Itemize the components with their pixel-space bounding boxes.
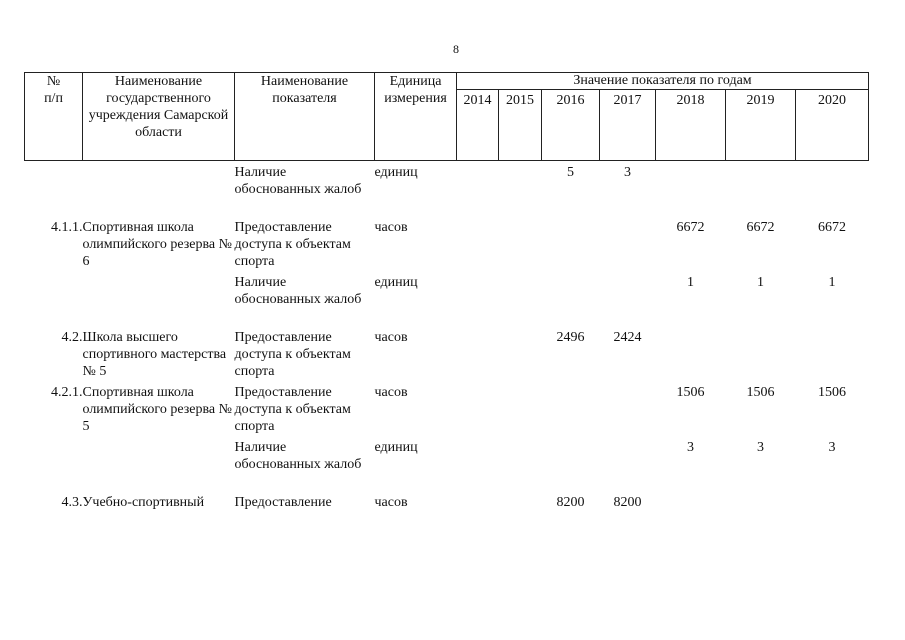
year-value-cell (542, 216, 600, 271)
year-value-cell (726, 491, 796, 524)
year-value-cell (796, 491, 869, 524)
row-number: 4.1.1. (51, 220, 83, 235)
col-header-organization: Наименование государственного учреждения Самарской области (83, 73, 235, 161)
unit-name: часов (374, 220, 408, 235)
unit-name: часов (374, 330, 408, 345)
indicator-name: Наличие обоснованных жалоб (234, 165, 362, 197)
year-value-cell (499, 381, 542, 436)
col-header-year: 2016 (542, 90, 600, 161)
col-header-year: 2019 (726, 90, 796, 161)
year-value-cell (457, 161, 499, 217)
year-value-cell (542, 436, 600, 491)
year-value-cell (726, 326, 796, 381)
indicator-name: Наличие обоснованных жалоб (234, 275, 362, 307)
year-value-cell (542, 381, 600, 436)
year-value-cell (542, 271, 600, 326)
table-row (25, 381, 869, 436)
year-value-cell (656, 491, 726, 524)
col-header-year: 2020 (796, 90, 869, 161)
indicator-name: Предоставление доступа к объектам спорта (234, 220, 351, 269)
year-value-cell (457, 326, 499, 381)
organization-name: Школа высшего спортивного мастерства № 5 (82, 330, 227, 379)
year-value-cell: 1506 (818, 385, 847, 400)
year-value-cell (457, 216, 499, 271)
table-row (25, 491, 869, 524)
year-value-cell (499, 161, 542, 217)
row-number: 4.3. (61, 495, 83, 510)
unit-name: единиц (374, 165, 418, 180)
year-value-cell: 6672 (818, 220, 847, 235)
year-value-cell: 2424 (613, 330, 642, 345)
year-value-cell: 1 (757, 275, 764, 290)
indicator-name: Предоставление доступа к объектам спорта (234, 330, 351, 379)
year-value-cell: 8200 (613, 495, 642, 510)
year-value-cell (600, 271, 656, 326)
table-row (25, 161, 869, 217)
year-value-cell: 3 (624, 165, 631, 180)
indicator-table (24, 72, 869, 524)
year-value-cell: 1506 (676, 385, 705, 400)
col-header-year: 2014 (457, 90, 499, 161)
year-value-cell (600, 216, 656, 271)
col-header-unit: Единица измерения (375, 73, 457, 161)
col-header-number: № п/п (25, 73, 83, 161)
year-value-cell: 1 (687, 275, 694, 290)
year-value-cell: 5 (567, 165, 574, 180)
year-value-cell (499, 216, 542, 271)
year-value-cell (499, 491, 542, 524)
year-value-cell (656, 326, 726, 381)
year-value-cell (457, 271, 499, 326)
organization-name (83, 161, 235, 217)
col-header-year: 2015 (499, 90, 542, 161)
unit-name: единиц (374, 440, 418, 455)
indicator-name: Предоставление доступа к объектам спорта (234, 385, 351, 434)
organization-name (83, 436, 235, 491)
year-value-cell (600, 436, 656, 491)
col-header-year: 2017 (600, 90, 656, 161)
indicator-name: Наличие обоснованных жалоб (234, 440, 362, 472)
year-value-cell: 8200 (556, 495, 585, 510)
table-row (25, 436, 869, 491)
year-value-cell (796, 161, 869, 217)
year-value-cell: 6672 (676, 220, 705, 235)
organization-name: Спортивная школа олимпийского резерва № 5 (82, 385, 232, 434)
year-value-cell (457, 381, 499, 436)
year-value-cell (656, 161, 726, 217)
col-header-indicator: Наименование показателя (235, 73, 375, 161)
year-value-cell: 3 (828, 440, 836, 455)
col-header-years-title: Значение показателя по годам (457, 73, 869, 90)
year-value-cell: 3 (757, 440, 764, 455)
row-number (25, 436, 83, 491)
table-body (25, 161, 869, 525)
year-value-cell: 6672 (746, 220, 775, 235)
unit-name: часов (374, 385, 408, 400)
year-value-cell (796, 326, 869, 381)
page-number: 8 (453, 42, 459, 56)
indicator-name: Предоставление (234, 495, 332, 510)
unit-name: часов (374, 495, 408, 510)
year-value-cell: 1506 (746, 385, 775, 400)
unit-name: единиц (374, 275, 418, 290)
row-number (25, 161, 83, 217)
organization-name: Учебно-спортивный (82, 495, 205, 510)
year-value-cell (726, 161, 796, 217)
table-row (25, 216, 869, 271)
year-value-cell (600, 381, 656, 436)
row-number (25, 271, 83, 326)
table-row (25, 271, 869, 326)
organization-name: Спортивная школа олимпийского резерва № 6 (82, 220, 232, 269)
col-header-year: 2018 (656, 90, 726, 161)
table-row (25, 326, 869, 381)
year-value-cell (499, 271, 542, 326)
row-number: 4.2. (61, 330, 83, 345)
year-value-cell (499, 326, 542, 381)
year-value-cell (499, 436, 542, 491)
year-value-cell: 3 (687, 440, 694, 455)
organization-name (83, 271, 235, 326)
row-number: 4.2.1. (51, 385, 83, 400)
year-value-cell: 1 (828, 275, 836, 290)
year-value-cell (457, 436, 499, 491)
year-value-cell: 2496 (556, 330, 585, 345)
year-value-cell (457, 491, 499, 524)
